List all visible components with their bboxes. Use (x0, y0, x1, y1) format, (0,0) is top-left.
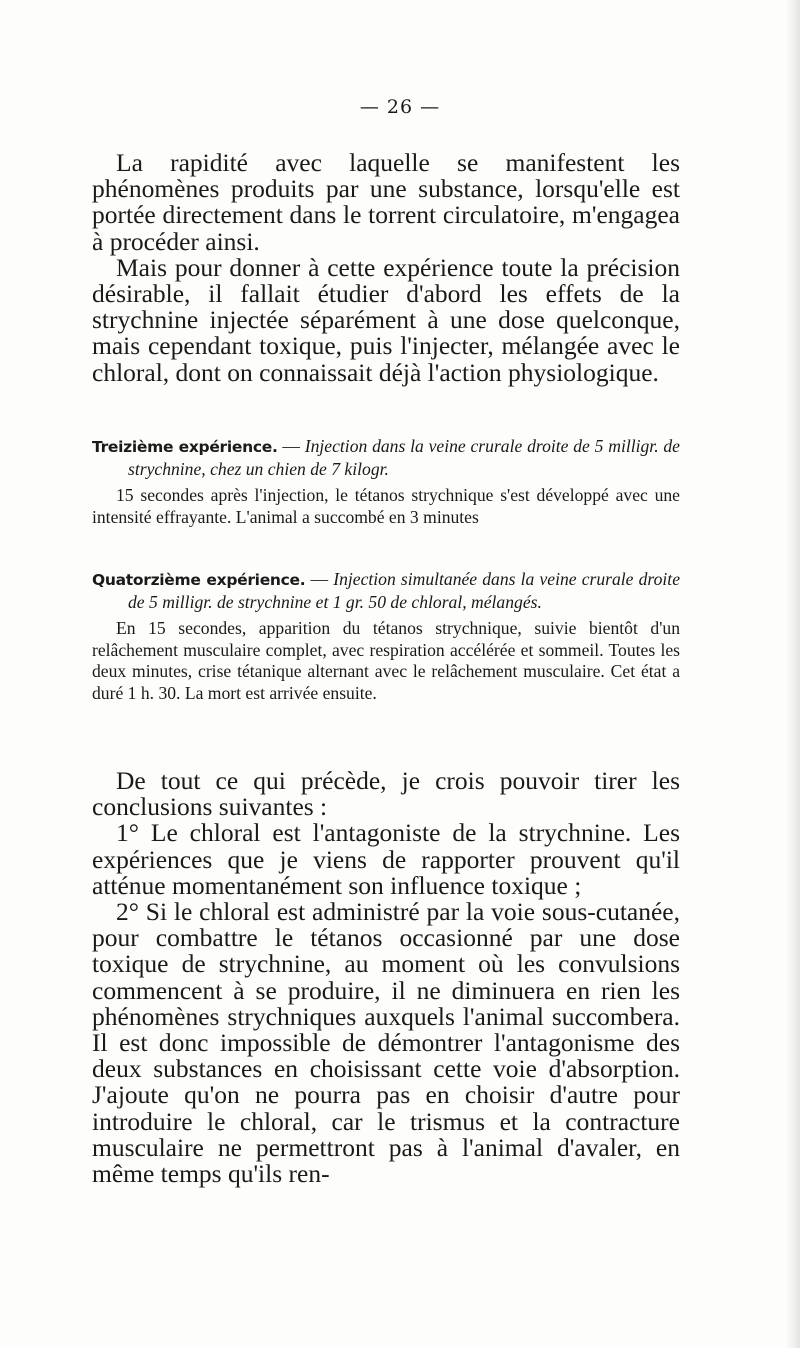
experiment-13 (92, 436, 680, 528)
experiment-title: Treizième expérience. (92, 438, 278, 456)
experiment-result: 15 secondes après l'injection, le tétanos strychnique s'est développé avec une intensité effrayante. L'animal a succombé en 3 minutes (92, 485, 680, 527)
page-edge-shadow (786, 0, 800, 1348)
conclusion-item: 2° Si le chloral est administré par la voie sous-cutanée, pour combattre le tétanos occasionné par une dose toxique de strychnine, au moment où les convulsions commencent à se produire, il ne diminuera en rien les phénomènes strychniques auxquels l'animal succombera. Il est donc impossible de démontrer l'antagonisme des deux substances en choisissant cette voie d'absorption. J'ajoute qu'on ne pourra pas en choisir d'autre pour introduire le chloral, car le trismus et la contracture musculaire ne permettront pas à l'animal d'avaler, en même temps qu'ils ren- (92, 897, 680, 1189)
experiment-heading (92, 569, 680, 613)
experiment-14 (92, 569, 680, 705)
conclusions-section (92, 768, 680, 1187)
experiment-heading (92, 436, 680, 480)
conclusion-intro: De tout ce qui précède, je crois pouvoir tirer les conclusions suivantes : (92, 766, 680, 822)
conclusion-item: 1° Le chloral est l'antagoniste de la strychnine. Les expériences que je viens de rapporter prouvent qu'il atténue momentanément son influence toxique ; (92, 818, 680, 900)
intro-paragraph: Mais pour donner à cette expérience toute la précision désirable, il fallait étudier d'abord les effets de la strychnine injectée séparément à une dose quelconque, mais cependant toxique, puis l'injecter, mélangée avec le chloral, dont on connaissait déjà l'action physiologique. (92, 252, 680, 387)
experiment-title: Quatorzième expérience. (92, 571, 306, 589)
experiment-dash: — (277, 436, 305, 456)
intro-paragraph: La rapidité avec laquelle se manifestent les phénomènes produits par une substance, lorsqu'elle est portée directement dans le torrent circulatoire, m'engagea à procéder ainsi. (92, 148, 680, 256)
page-number: — 26 — (359, 96, 441, 118)
experiment-description: Injection simultanée dans la veine crurale droite de 5 milligr. de strychnine et 1 gr. 50 de chloral, mélangés. (128, 569, 681, 612)
experiment-dash: — (305, 569, 334, 589)
experiment-result: En 15 secondes, apparition du tétanos strychnique, suivie bientôt d'un relâchement musculaire complet, avec respiration accélérée et sommeil. Toutes les deux minutes, crise tétanique alternant avec le relâchement musculaire. Cet état a duré 1 h. 30. La mort est arrivée ensuite. (92, 618, 680, 703)
intro-section (92, 150, 680, 386)
experiment-description: Injection dans la veine crurale droite de 5 milligr. de strychnine, chez un chien de 7 kilogr. (128, 436, 680, 479)
